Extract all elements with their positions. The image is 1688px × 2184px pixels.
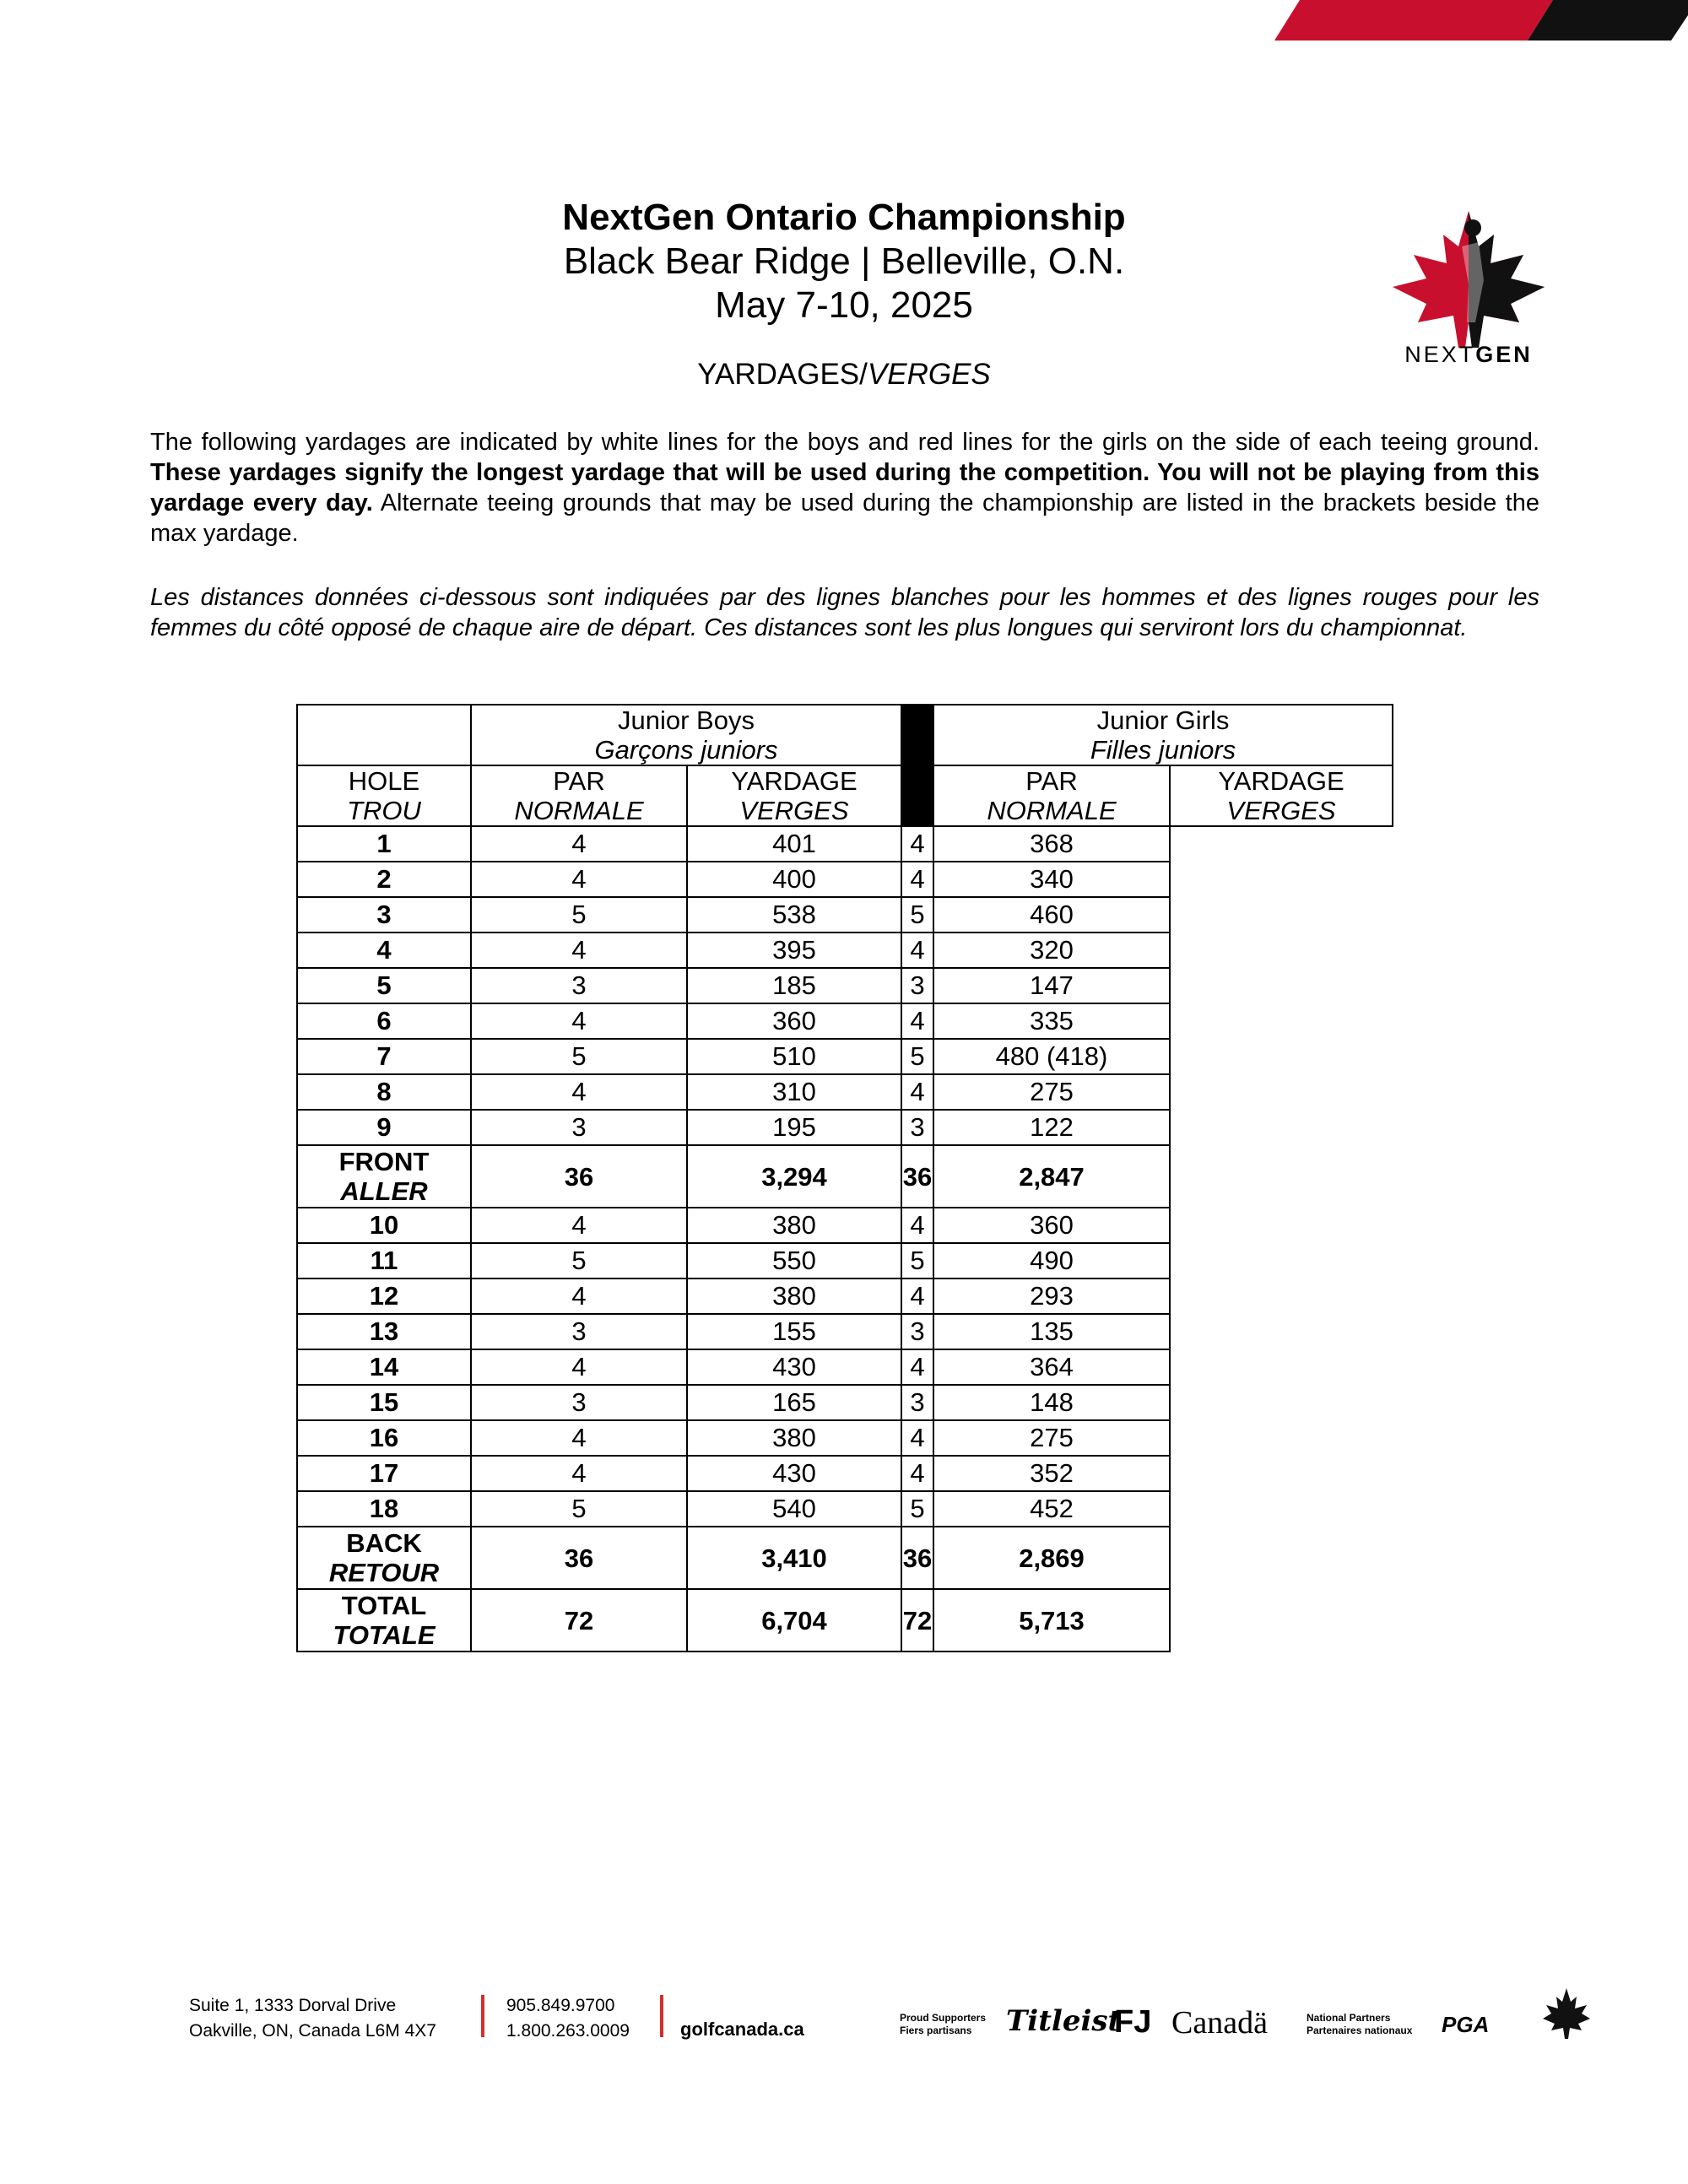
table-row xyxy=(297,968,1393,1003)
hole-number: 8 xyxy=(297,1074,471,1110)
girls-par: 3 xyxy=(901,968,933,1003)
girls-yardage: 122 xyxy=(933,1110,1170,1145)
girls-header: Junior Girls Filles juniors xyxy=(933,705,1393,765)
girls-par: 4 xyxy=(901,1003,933,1039)
boys-yardage: 430 xyxy=(687,1349,901,1385)
boys-yardage-total: 3,294 xyxy=(687,1145,901,1208)
hole-header: HOLE TROU xyxy=(297,765,471,826)
hole-number: 6 xyxy=(297,1003,471,1039)
girls-par: 4 xyxy=(901,826,933,862)
girls-par: 5 xyxy=(901,1491,933,1527)
boys-par: 3 xyxy=(471,1110,687,1145)
hole-number: 9 xyxy=(297,1110,471,1145)
boys-par: 4 xyxy=(471,1349,687,1385)
boys-yardage: 195 xyxy=(687,1110,901,1145)
hole-number: 4 xyxy=(297,933,471,968)
logo-wordmark: NEXTGEN xyxy=(1404,342,1533,367)
boys-yardage: 155 xyxy=(687,1314,901,1349)
footer-divider xyxy=(660,1995,663,2037)
girls-yardage: 364 xyxy=(933,1349,1170,1385)
girls-par: 4 xyxy=(901,1208,933,1243)
girls-par: 4 xyxy=(901,1349,933,1385)
page-title: NextGen Ontario Championship xyxy=(562,197,1126,238)
front-nine-total-label: FRONT ALLER xyxy=(297,1145,471,1208)
boys-par: 4 xyxy=(471,1420,687,1456)
hole-number: 16 xyxy=(297,1420,471,1456)
hole-number: 10 xyxy=(297,1208,471,1243)
titleist-logo: Titleist xyxy=(1006,2004,1122,2038)
girls-par-total: 72 xyxy=(901,1589,933,1652)
girls-yardage: 275 xyxy=(933,1074,1170,1110)
footer-phone: 905.849.9700 1.800.263.0009 xyxy=(506,1996,630,2041)
girls-yardage: 460 xyxy=(933,897,1170,933)
table-row xyxy=(297,1279,1393,1314)
maple-leaf-logo-icon xyxy=(1384,204,1553,365)
canada-wordmark: Canadä xyxy=(1171,2005,1268,2041)
hole-number: 15 xyxy=(297,1385,471,1420)
boys-par: 5 xyxy=(471,1039,687,1074)
girls-par: 4 xyxy=(901,1456,933,1491)
table-row xyxy=(297,1110,1393,1145)
boys-par: 4 xyxy=(471,1456,687,1491)
boys-yardage: 360 xyxy=(687,1003,901,1039)
table-row xyxy=(297,1003,1393,1039)
girls-yardage: 147 xyxy=(933,968,1170,1003)
girls-yardage: 275 xyxy=(933,1420,1170,1456)
boys-par-total: 36 xyxy=(471,1145,687,1208)
girls-yardage-total: 5,713 xyxy=(933,1589,1170,1652)
table-row xyxy=(297,1456,1393,1491)
girls-par: 3 xyxy=(901,1314,933,1349)
boys-par: 5 xyxy=(471,897,687,933)
boys-yardage: 540 xyxy=(687,1491,901,1527)
boys-par: 4 xyxy=(471,1208,687,1243)
boys-par: 4 xyxy=(471,862,687,897)
footjoy-logo: FJ xyxy=(1114,2004,1152,2040)
girls-yardage-total: 2,869 xyxy=(933,1527,1170,1589)
girls-par: 4 xyxy=(901,1074,933,1110)
girls-par: 5 xyxy=(901,1243,933,1279)
boys-yardage-total: 6,704 xyxy=(687,1589,901,1652)
girls-par: 3 xyxy=(901,1385,933,1420)
girls-yardage: 293 xyxy=(933,1279,1170,1314)
footer-divider xyxy=(481,1995,484,2037)
boys-par: 3 xyxy=(471,968,687,1003)
girls-par: 4 xyxy=(901,862,933,897)
girls-par-total: 36 xyxy=(901,1145,933,1208)
girls-par-header: PAR NORMALE xyxy=(933,765,1170,826)
girls-yardage: 148 xyxy=(933,1385,1170,1420)
table-row xyxy=(297,897,1393,933)
header-stripes xyxy=(1215,0,1688,41)
table-row xyxy=(297,1208,1393,1243)
girls-yardage: 320 xyxy=(933,933,1170,968)
hole-number: 1 xyxy=(297,826,471,862)
table-row xyxy=(297,862,1393,897)
hole-number: 2 xyxy=(297,862,471,897)
supporters-label: Proud Supporters Fiers partisans xyxy=(900,2012,987,2036)
grand-total xyxy=(297,1589,1393,1652)
girls-par: 3 xyxy=(901,1110,933,1145)
girls-par-total: 36 xyxy=(901,1527,933,1589)
boys-yardage: 550 xyxy=(687,1243,901,1279)
boys-par-header: PAR NORMALE xyxy=(471,765,687,826)
table-row xyxy=(297,1314,1393,1349)
boys-yardage: 185 xyxy=(687,968,901,1003)
girls-par: 5 xyxy=(901,1039,933,1074)
boys-par: 5 xyxy=(471,1243,687,1279)
girls-yardage: 352 xyxy=(933,1456,1170,1491)
table-row xyxy=(297,1385,1393,1420)
girls-yardage: 490 xyxy=(933,1243,1170,1279)
footer-address: Suite 1, 1333 Dorval Drive Oakville, ON, Canada L6M 4X7 xyxy=(189,1996,436,2041)
event-dates: May 7-10, 2025 xyxy=(715,284,973,326)
table-row xyxy=(297,1349,1393,1385)
boys-yardage: 380 xyxy=(687,1279,901,1314)
section-title: YARDAGES/VERGES xyxy=(697,358,991,391)
girls-yardage: 360 xyxy=(933,1208,1170,1243)
footer-website-link[interactable]: golfcanada.ca xyxy=(680,2019,804,2040)
girls-par: 4 xyxy=(901,1420,933,1456)
table-row xyxy=(297,1491,1393,1527)
hole-number: 5 xyxy=(297,968,471,1003)
girls-yardage: 368 xyxy=(933,826,1170,862)
front-nine-total xyxy=(297,1145,1393,1208)
hole-number: 17 xyxy=(297,1456,471,1491)
boys-par: 4 xyxy=(471,1003,687,1039)
boys-header: Junior Boys Garçons juniors xyxy=(471,705,901,765)
partners-label: National Partners Partenaires nationaux xyxy=(1307,2012,1413,2036)
boys-yardage: 165 xyxy=(687,1385,901,1420)
boys-par: 4 xyxy=(471,1279,687,1314)
girls-par: 5 xyxy=(901,897,933,933)
hole-number: 18 xyxy=(297,1491,471,1527)
boys-yardage: 400 xyxy=(687,862,901,897)
boys-yardage-header: YARDAGE VERGES xyxy=(687,765,901,826)
hole-number: 14 xyxy=(297,1349,471,1385)
girls-yardage: 340 xyxy=(933,862,1170,897)
intro-french: Les distances données ci-dessous sont indiquées par des lignes blanches pour les hommes et des lignes rouges pour les femmes du côté opposé de chaque aire de départ. Ces distances sont les plus longues qui serviront lors du championnat. xyxy=(150,584,1539,641)
hole-number: 7 xyxy=(297,1039,471,1074)
boys-par-total: 72 xyxy=(471,1589,687,1652)
boys-yardage: 401 xyxy=(687,826,901,862)
hole-number: 3 xyxy=(297,897,471,933)
table-row xyxy=(297,933,1393,968)
column-separator xyxy=(901,705,933,826)
girls-yardage: 135 xyxy=(933,1314,1170,1349)
back-nine-total-label: BACK RETOUR xyxy=(297,1527,471,1589)
girls-yardage: 335 xyxy=(933,1003,1170,1039)
girls-yardage-total: 2,847 xyxy=(933,1145,1170,1208)
venue: Black Bear Ridge | Belleville, O.N. xyxy=(563,241,1125,282)
girls-par: 4 xyxy=(901,933,933,968)
boys-par: 4 xyxy=(471,933,687,968)
girls-par: 4 xyxy=(901,1279,933,1314)
boys-par: 5 xyxy=(471,1491,687,1527)
back-nine-total xyxy=(297,1527,1393,1589)
boys-yardage-total: 3,410 xyxy=(687,1527,901,1589)
boys-yardage: 395 xyxy=(687,933,901,968)
hole-number: 13 xyxy=(297,1314,471,1349)
boys-par: 3 xyxy=(471,1385,687,1420)
grand-total-label: TOTAL TOTALE xyxy=(297,1589,471,1652)
girls-yardage-header: YARDAGE VERGES xyxy=(1170,765,1393,826)
boys-par: 4 xyxy=(471,826,687,862)
boys-par: 4 xyxy=(471,1074,687,1110)
girls-yardage: 480 (418) xyxy=(933,1039,1170,1074)
pga-logo: PGA xyxy=(1442,2012,1490,2037)
hole-number: 11 xyxy=(297,1243,471,1279)
table-row xyxy=(297,1074,1393,1110)
girls-yardage: 452 xyxy=(933,1491,1170,1527)
boys-par: 3 xyxy=(471,1314,687,1349)
boys-yardage: 510 xyxy=(687,1039,901,1074)
boys-yardage: 380 xyxy=(687,1208,901,1243)
intro-english: The following yardages are indicated by white lines for the boys and red lines for the girls on the side of each teeing ground. These yardages signify the longest yardage that will be used during the competition. You will not be playing from this yardage every day. Alternate teeing grounds that may be used during the championship are listed in the brackets beside the max yardage. xyxy=(150,429,1539,547)
boys-yardage: 380 xyxy=(687,1420,901,1456)
table-row xyxy=(297,826,1393,862)
hole-number: 12 xyxy=(297,1279,471,1314)
table-row xyxy=(297,1420,1393,1456)
yardage-table xyxy=(296,704,1393,1652)
table-row xyxy=(297,1039,1393,1074)
golf-canada-leaf-icon xyxy=(1541,1987,1592,2046)
boys-yardage: 538 xyxy=(687,897,901,933)
table-row xyxy=(297,1243,1393,1279)
boys-yardage: 430 xyxy=(687,1456,901,1491)
boys-yardage: 310 xyxy=(687,1074,901,1110)
boys-par-total: 36 xyxy=(471,1527,687,1589)
